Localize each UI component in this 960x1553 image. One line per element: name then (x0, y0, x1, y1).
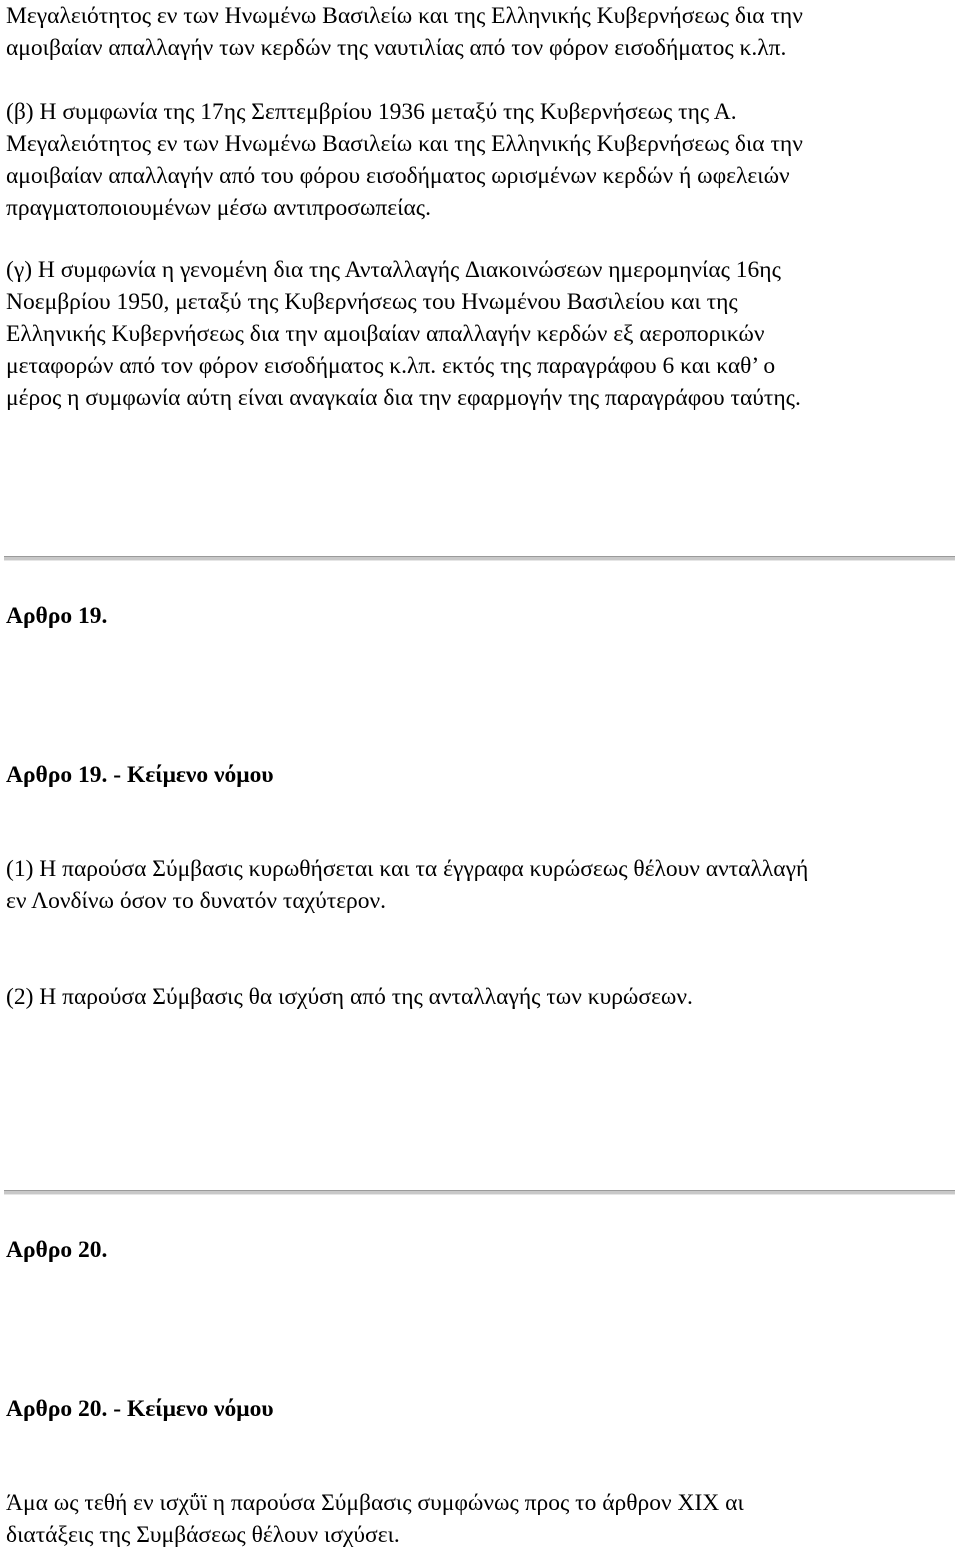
text-line: Άμα ως τεθή εν ισχΰϊ η παρούσα Σύμβασις συμφώνως προς το άρθρον ΧΙΧ αι (6, 1490, 744, 1516)
article-20-subheading: Αρθρο 20. - Κείμενο νόμου (6, 1396, 274, 1422)
text-line: μέρος η συμφωνία αύτη είναι αναγκαία δια την εφαρμογήν της παραγράφου ταύτης. (6, 385, 801, 411)
text-line: Μεγαλειότητος εν των Ηνωμένω Βασιλείω και της Ελληνικής Κυβερνήσεως δια την (6, 3, 803, 29)
horizontal-rule (4, 556, 955, 561)
text-line: εν Λονδίνω όσον το δυνατόν ταχύτερον. (6, 888, 387, 914)
text-line: αμοιβαίαν απαλλαγήν των κερδών της ναυτιλίας από τον φόρον εισοδήματος κ.λπ. (6, 35, 787, 61)
para-a-tail (6, 0, 954, 64)
text-line: μεταφορών από τον φόρον εισοδήματος κ.λπ. εκτός της παραγράφου 6 και καθ’ ο (6, 353, 776, 379)
text-line: αμοιβαίαν απαλλαγήν από του φόρου εισοδήματος ωρισμένων κερδών ή ωφελειών (6, 163, 790, 189)
article-20-heading: Αρθρο 20. (6, 1237, 108, 1263)
article-20-para-1 (6, 1487, 954, 1551)
article-19-heading: Αρθρο 19. (6, 603, 108, 629)
text-line: (β) Η συμφωνία της 17ης Σεπτεμβρίου 1936 μεταξύ της Κυβερνήσεως της Α. (6, 99, 737, 125)
text-line: πραγματοποιουμένων μέσω αντιπροσωπείας. (6, 195, 431, 221)
article-19-para-1 (6, 853, 954, 917)
para-b (6, 96, 954, 224)
text-line: διατάξεις της Συμβάσεως θέλουν ισχύσει. (6, 1522, 400, 1548)
article-19-para-2 (6, 981, 954, 1013)
text-line: Νοεμβρίου 1950, μεταξύ της Κυβερνήσεως του Ηνωμένου Βασιλείου και της (6, 289, 738, 315)
text-line: (2) Η παρούσα Σύμβασις θα ισχύση από της ανταλλαγής των κυρώσεων. (6, 984, 693, 1010)
text-line: (γ) Η συμφωνία η γενομένη δια της Ανταλλαγής ∆ιακοινώσεων ημερομηνίας 16ης (6, 257, 781, 283)
horizontal-rule (4, 1190, 955, 1195)
text-line: Ελληνικής Κυβερνήσεως δια την αμοιβαίαν απαλλαγήν κερδών εξ αεροπορικών (6, 321, 765, 347)
article-19-subheading: Αρθρο 19. - Κείμενο νόμου (6, 762, 274, 788)
text-line: Μεγαλειότητος εν των Ηνωμένω Βασιλείω και της Ελληνικής Κυβερνήσεως δια την (6, 131, 803, 157)
text-line: (1) Η παρούσα Σύμβασις κυρωθήσεται και τα έγγραφα κυρώσεως θέλουν ανταλλαγή (6, 856, 809, 882)
para-c (6, 254, 954, 414)
